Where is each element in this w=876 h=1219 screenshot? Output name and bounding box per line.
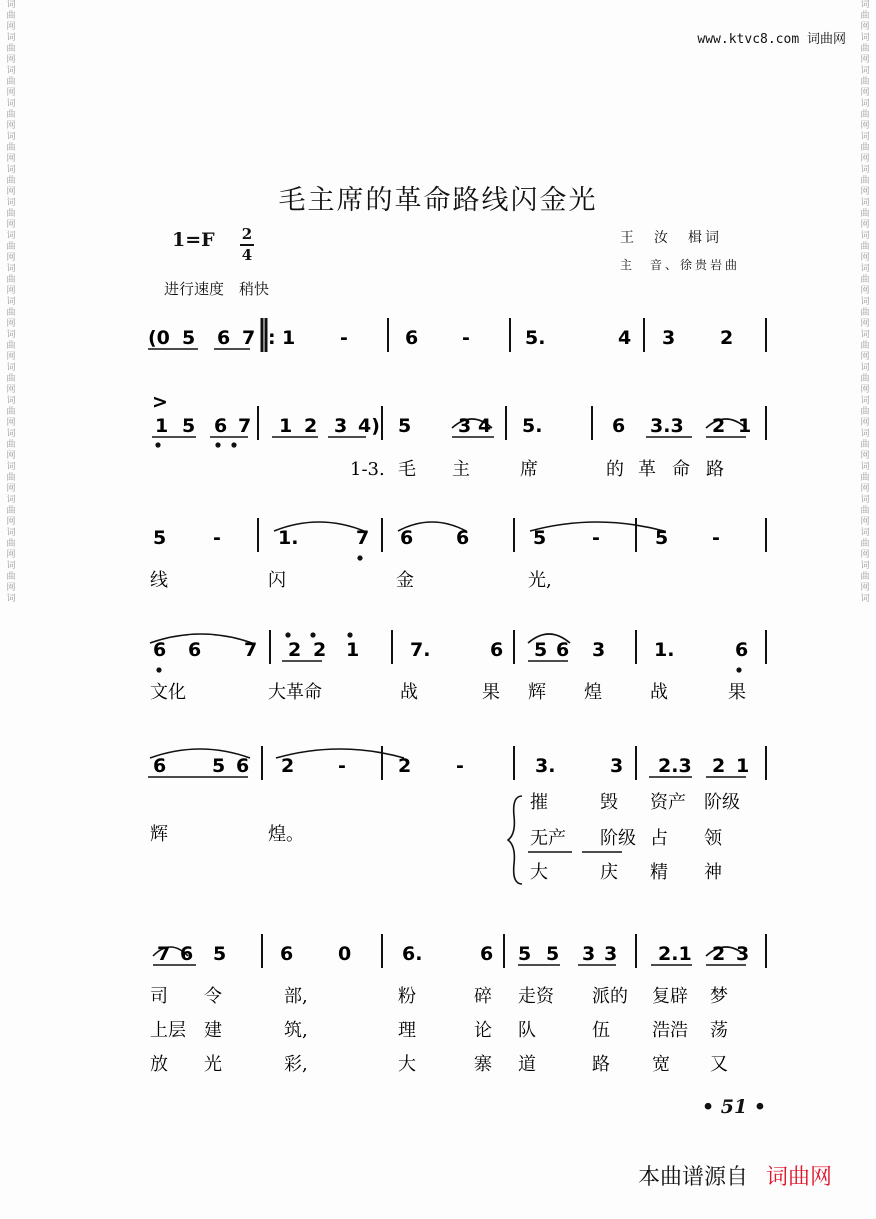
- lyric: 上层: [150, 1020, 186, 1041]
- note: 1: [155, 415, 169, 437]
- note: 6: [456, 527, 470, 549]
- watermark-char: 曲: [860, 44, 870, 54]
- watermark-char: 曲: [860, 407, 870, 417]
- watermark-char: 网: [860, 253, 870, 263]
- lyric: 战: [400, 682, 418, 703]
- lyric: 光,: [528, 570, 552, 591]
- watermark-char: 网: [860, 22, 870, 32]
- watermark-char: 网: [6, 55, 16, 65]
- lyric: 粉: [398, 986, 416, 1007]
- note: 5: [546, 943, 560, 965]
- lyric: 毁: [600, 792, 618, 813]
- note: 1: [736, 755, 750, 777]
- watermark-char: 曲: [860, 77, 870, 87]
- repeat-sign: :: [268, 327, 276, 349]
- note: 2: [304, 415, 318, 437]
- watermark-char: 词: [6, 0, 16, 10]
- note: 2: [398, 755, 412, 777]
- watermark-char: 网: [860, 55, 870, 65]
- watermark-char: 曲: [6, 374, 16, 384]
- watermark-char: 网: [6, 319, 16, 329]
- watermark-char: 曲: [6, 572, 16, 582]
- lyric: 队: [518, 1020, 536, 1041]
- watermark-char: 词: [860, 429, 870, 439]
- watermark-char: 词: [6, 330, 16, 340]
- note: 5: [213, 943, 227, 965]
- note: 6: [153, 639, 167, 661]
- verse-brace: [508, 796, 522, 884]
- lyric: 部,: [284, 986, 308, 1007]
- note: 5: [398, 415, 412, 437]
- watermark-char: 词: [6, 297, 16, 307]
- watermark-char: 词: [860, 33, 870, 43]
- watermark-char: 词: [6, 165, 16, 175]
- watermark-char: 曲: [860, 176, 870, 186]
- watermark-char: 网: [860, 88, 870, 98]
- watermark-char: 曲: [6, 308, 16, 318]
- watermark-char: 网: [6, 583, 16, 593]
- watermark-char: 曲: [860, 572, 870, 582]
- lyric: 占: [650, 828, 668, 849]
- note: 6: [735, 639, 749, 661]
- note: -: [462, 327, 470, 349]
- lyric: 领: [704, 828, 722, 849]
- watermark-char: 曲: [6, 242, 16, 252]
- watermark-char: 网: [6, 22, 16, 32]
- lyric: 梦: [710, 986, 728, 1007]
- note: -: [592, 527, 600, 549]
- lyric: 放: [150, 1054, 168, 1075]
- note: 3: [592, 639, 606, 661]
- note: 2.1: [658, 943, 692, 965]
- watermark-char: 网: [860, 154, 870, 164]
- note: 5.: [525, 327, 546, 349]
- watermark-char: 网: [6, 154, 16, 164]
- lyric: 建: [204, 1020, 222, 1041]
- watermark-char: 词: [860, 0, 870, 10]
- note: 3: [736, 943, 750, 965]
- lyric: 大: [398, 1054, 416, 1075]
- note: 6: [490, 639, 504, 661]
- watermark-char: 曲: [860, 11, 870, 21]
- note: 6: [180, 943, 194, 965]
- watermark-char: 曲: [860, 440, 870, 450]
- watermark-char: 网: [860, 286, 870, 296]
- watermark-char: 网: [6, 517, 16, 527]
- watermark-char: 词: [860, 594, 870, 604]
- note: 5: [534, 639, 548, 661]
- lyric: 理: [398, 1020, 416, 1041]
- note: 4): [358, 415, 380, 437]
- watermark-char: 词: [6, 495, 16, 505]
- watermark-char: 曲: [6, 275, 16, 285]
- watermark-char: 词: [6, 528, 16, 538]
- lyric: 的: [606, 459, 624, 480]
- note: 6: [280, 943, 294, 965]
- lyric: 路: [592, 1054, 610, 1075]
- tempo-marking: 进行速度 稍快: [164, 280, 270, 298]
- note: 7: [244, 639, 258, 661]
- watermark-char: 词: [860, 363, 870, 373]
- note: -: [213, 527, 221, 549]
- watermark-char: 网: [860, 550, 870, 560]
- lyric: 闪: [268, 570, 286, 591]
- lyric: 荡: [710, 1020, 728, 1041]
- note: 2: [712, 415, 726, 437]
- lyric: 资产: [650, 792, 686, 813]
- note: 7.: [410, 639, 431, 661]
- lyric: 革: [638, 459, 656, 480]
- note: 6: [405, 327, 419, 349]
- lyric: 彩,: [284, 1054, 308, 1075]
- watermark-char: 词: [860, 495, 870, 505]
- note: 7: [238, 415, 252, 437]
- time-denominator: 4: [241, 246, 253, 264]
- lyric: 庆: [600, 862, 618, 883]
- lyric: 煌。: [268, 824, 304, 845]
- watermark-char: 网: [6, 385, 16, 395]
- watermark-char: 曲: [860, 506, 870, 516]
- watermark-char: 曲: [6, 506, 16, 516]
- watermark-char: 网: [6, 187, 16, 197]
- lyric: 令: [204, 986, 222, 1007]
- watermark-char: 网: [6, 88, 16, 98]
- lyric: 辉: [528, 682, 546, 703]
- watermark-char: 词: [6, 561, 16, 571]
- lyric: 大革命: [268, 682, 322, 703]
- lyric: 碎: [474, 986, 492, 1007]
- watermark-char: 网: [860, 187, 870, 197]
- watermark-char: 网: [6, 220, 16, 230]
- watermark-char: 词: [860, 198, 870, 208]
- note: 6: [217, 327, 231, 349]
- watermark-char: 词: [6, 132, 16, 142]
- lyricist-credit: 王 汝 楫词: [620, 230, 722, 246]
- note: 3: [662, 327, 676, 349]
- watermark-char: 网: [6, 451, 16, 461]
- note: 3: [582, 943, 596, 965]
- site-url[interactable]: www.ktvc8.com: [697, 32, 800, 47]
- watermark-char: 词: [860, 396, 870, 406]
- watermark-char: 词: [6, 99, 16, 109]
- lyric: 神: [704, 862, 722, 883]
- note: 2: [712, 943, 726, 965]
- time-numerator: 2: [241, 225, 253, 243]
- lyric: 阶级: [704, 792, 740, 813]
- source-text: 本曲谱源自: [637, 1165, 748, 1190]
- watermark-char: 网: [860, 352, 870, 362]
- watermark-char: 曲: [6, 539, 16, 549]
- note: 0: [338, 943, 352, 965]
- watermark-char: 网: [860, 121, 870, 131]
- note: 3.3: [650, 415, 684, 437]
- note: 2: [313, 639, 327, 661]
- lyric: 光: [204, 1054, 222, 1075]
- watermark-char: 词: [860, 66, 870, 76]
- note: 3: [604, 943, 618, 965]
- lyric: 无产: [530, 828, 566, 849]
- watermark-char: 网: [6, 550, 16, 560]
- watermark-char: 网: [860, 220, 870, 230]
- watermark-char: 词: [6, 462, 16, 472]
- watermark-char: 曲: [860, 209, 870, 219]
- watermark-char: 网: [860, 451, 870, 461]
- octave-dot: [348, 633, 352, 637]
- lyric: 精: [650, 862, 668, 883]
- watermark-char: 曲: [6, 110, 16, 120]
- octave-dot: [216, 443, 220, 447]
- watermark-char: 词: [860, 165, 870, 175]
- watermark-char: 曲: [6, 407, 16, 417]
- watermark-char: 网: [860, 484, 870, 494]
- note: 6: [612, 415, 626, 437]
- source-site[interactable]: 词曲网: [765, 1165, 832, 1190]
- lyric: 文化: [150, 682, 186, 703]
- note: 5: [655, 527, 669, 549]
- note: 5: [182, 415, 196, 437]
- note: 3.: [535, 755, 556, 777]
- note: -: [338, 755, 346, 777]
- watermark-char: 词: [860, 528, 870, 538]
- watermark-char: 词: [6, 198, 16, 208]
- note: 4: [618, 327, 632, 349]
- octave-dot: [737, 668, 741, 672]
- note: 7: [242, 327, 256, 349]
- octave-dot: [358, 556, 362, 560]
- note: 5: [518, 943, 532, 965]
- note: 2: [281, 755, 295, 777]
- watermark-char: 词: [860, 99, 870, 109]
- watermark-char: 曲: [860, 110, 870, 120]
- watermark-char: 词: [6, 363, 16, 373]
- watermark-char: 词: [6, 33, 16, 43]
- watermark-char: 网: [860, 319, 870, 329]
- composer-credit: 主 音、徐贵岩曲: [620, 258, 741, 272]
- octave-dot: [157, 668, 161, 672]
- watermark-char: 网: [6, 352, 16, 362]
- note: 5: [182, 327, 196, 349]
- lyric: 筑,: [284, 1020, 308, 1041]
- lyric: 命: [672, 459, 690, 480]
- note: -: [456, 755, 464, 777]
- song-title: 毛主席的革命路线闪金光: [278, 185, 598, 216]
- watermark-char: 曲: [6, 176, 16, 186]
- note: 1: [282, 327, 296, 349]
- note: 6: [400, 527, 414, 549]
- watermark-char: 网: [860, 517, 870, 527]
- accent-mark: >: [152, 391, 168, 413]
- watermark-char: 曲: [6, 473, 16, 483]
- lyric: 线: [150, 570, 168, 591]
- watermark-char: 曲: [6, 11, 16, 21]
- lyric: 战: [650, 682, 668, 703]
- lyric: 金: [396, 570, 414, 591]
- watermark-char: 网: [860, 583, 870, 593]
- note: 1: [279, 415, 293, 437]
- lyric: 走资: [518, 986, 554, 1007]
- lyric: 果: [728, 682, 746, 703]
- watermark-char: 网: [6, 121, 16, 131]
- watermark-char: 曲: [860, 539, 870, 549]
- lyric: 又: [710, 1054, 728, 1075]
- note: 1.: [654, 639, 675, 661]
- note: 5: [533, 527, 547, 549]
- note: -: [712, 527, 720, 549]
- watermark-char: 曲: [6, 44, 16, 54]
- watermark-char: 曲: [6, 77, 16, 87]
- watermark-char: 曲: [6, 341, 16, 351]
- note: 5: [212, 755, 226, 777]
- note: 6: [214, 415, 228, 437]
- note: 2: [712, 755, 726, 777]
- note: 6: [153, 755, 167, 777]
- watermark-char: 曲: [6, 440, 16, 450]
- note: 2.3: [658, 755, 692, 777]
- watermark-char: 曲: [860, 341, 870, 351]
- watermark-char: 词: [860, 462, 870, 472]
- lyric: 复辟: [652, 986, 688, 1007]
- watermark-char: 网: [6, 418, 16, 428]
- watermark-char: 曲: [860, 275, 870, 285]
- note: 4: [478, 415, 492, 437]
- watermark-char: 词: [860, 297, 870, 307]
- octave-dot: [311, 633, 315, 637]
- note: 3: [334, 415, 348, 437]
- note: 7: [356, 527, 370, 549]
- watermark-char: 曲: [860, 242, 870, 252]
- note: 6: [188, 639, 202, 661]
- octave-dot: [286, 633, 290, 637]
- lyric: 道: [518, 1054, 536, 1075]
- watermark-char: 词: [6, 66, 16, 76]
- lyric: 伍: [592, 1020, 610, 1041]
- watermark-char: 词: [6, 264, 16, 274]
- lyric: 派的: [592, 986, 628, 1007]
- lyric: 席: [520, 459, 538, 480]
- note: 1.: [278, 527, 299, 549]
- watermark-char: 词: [860, 561, 870, 571]
- watermark-char: 网: [860, 418, 870, 428]
- key-signature: 1=F: [172, 229, 215, 251]
- watermark-char: 曲: [860, 473, 870, 483]
- source-footer: [638, 1160, 832, 1191]
- octave-dot: [232, 443, 236, 447]
- watermark-char: 网: [6, 253, 16, 263]
- watermark-char: 曲: [860, 308, 870, 318]
- watermark-char: 曲: [6, 209, 16, 219]
- note: 6: [480, 943, 494, 965]
- octave-dot: [156, 443, 160, 447]
- note: (0: [148, 327, 170, 349]
- lyric: 司: [150, 986, 168, 1007]
- watermark-char: 曲: [860, 143, 870, 153]
- site-name: 词曲网: [806, 32, 846, 47]
- lyric: 毛: [398, 459, 416, 480]
- watermark-char: 词: [860, 132, 870, 142]
- verse-mark: 1-3.: [350, 459, 385, 480]
- watermark-char: 曲: [860, 374, 870, 384]
- lyric: 果: [482, 682, 500, 703]
- lyric: 主: [452, 459, 470, 480]
- watermark-char: 词: [6, 594, 16, 604]
- note: 1: [738, 415, 752, 437]
- note: 2: [720, 327, 734, 349]
- note: 6: [556, 639, 570, 661]
- lyric: 宽: [652, 1054, 670, 1075]
- watermark-char: 曲: [6, 143, 16, 153]
- note: 6.: [402, 943, 423, 965]
- watermark-char: 词: [6, 396, 16, 406]
- note: 2: [288, 639, 302, 661]
- page-number: • 51 •: [702, 1096, 766, 1118]
- note: 5: [153, 527, 167, 549]
- watermark-char: 词: [6, 429, 16, 439]
- watermark-char: 词: [860, 231, 870, 241]
- watermark-char: 网: [6, 286, 16, 296]
- note: 7: [157, 943, 171, 965]
- lyric: 煌: [584, 682, 602, 703]
- lyric: 阶级: [600, 828, 636, 849]
- note: 6: [236, 755, 250, 777]
- lyric: 大: [530, 862, 548, 883]
- lyric: 论: [474, 1020, 492, 1041]
- lyric: 寨: [474, 1054, 492, 1075]
- watermark-char: 网: [860, 385, 870, 395]
- watermark-char: 词: [860, 264, 870, 274]
- watermark-char: 词: [6, 231, 16, 241]
- lyric: 辉: [150, 824, 168, 845]
- note: 3: [610, 755, 624, 777]
- note: 3: [458, 415, 472, 437]
- watermark-char: 词: [860, 330, 870, 340]
- note: 5.: [522, 415, 543, 437]
- note: -: [340, 327, 348, 349]
- lyric: 路: [706, 459, 724, 480]
- watermark-char: 网: [6, 484, 16, 494]
- note: 1: [346, 639, 360, 661]
- lyric: 摧: [530, 792, 548, 813]
- lyric: 浩浩: [652, 1020, 688, 1041]
